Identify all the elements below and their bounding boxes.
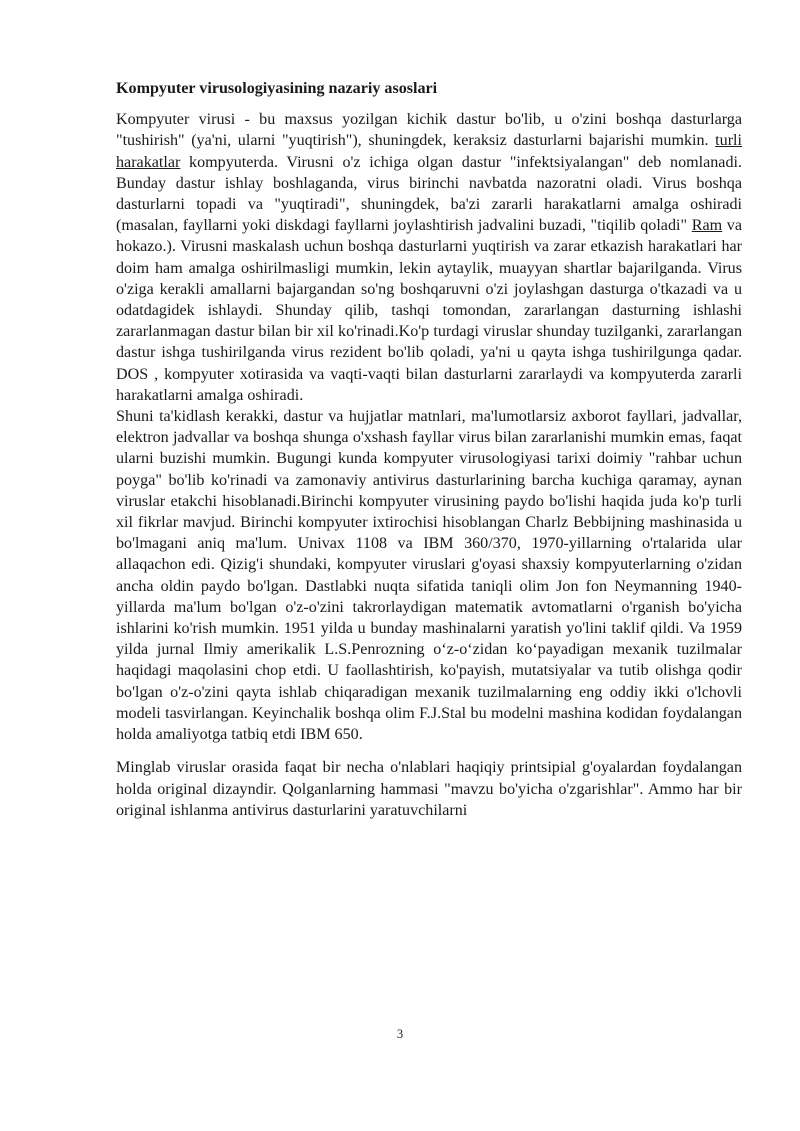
page-number: 3 <box>396 1027 404 1041</box>
section-heading: Kompyuter virusologiyasining nazariy asoslari <box>116 80 438 97</box>
paragraph-3: Minglab viruslar orasida faqat bir necha o'nlablari haqiqiy printsipial g'oyalardan foydalangan holda original dizayndir. Qolganlarning hammasi "mavzu bo'yicha o'zgarishlar". Ammo har bir original ishlanma antivirus dasturlarini yaratuvchilarni <box>116 759 742 819</box>
link-turli-harakatlar[interactable]: turli harakatlar <box>116 132 742 171</box>
paragraph-1 <box>116 109 742 406</box>
paragraph-2: Shuni ta'kidlash kerakki, dastur va hujjatlar matnlari, ma'lumotlarsiz axborot fayllari, jadvallar, elektron jadvallar va boshqa shunga o'xshash fayllar virus bilan zararlanishi mumkin emas, faqat ularni buzishi mumkin. Bugungi kunda kompyuter virusologiyasi tarixi doimiy "rahbar uchun poyga" bo'lib ko'rinadi va zamonaviy antivirus dasturlarining barcha kuchiga qaramay, aynan viruslar etakchi hisoblanadi.Birinchi kompyuter virusining paydo bo'lishi haqida juda ko'p turli xil fikrlar mavjud. Birinchi kompyuter ixtirochisi hisoblangan Charlz Bebbijning mashinasida u bo'lmagani aniq ma'lum. Univax 1108 va IBM 360/370, 1970-yillarning o'rtalarida ular allaqachon edi. Qizig'i shundaki, kompyuter viruslari g'oyasi shaxsiy kompyuterlarning o'zidan ancha oldin paydo bo'lgan. Dastlabki nuqta sifatida taniqli olim Jon fon Neymanning 1940-yillarda ma'lum bo'lgan o'z-o'zini takrorlaydigan matematik avtomatlarni o'rganish bo'yicha ishlarini ko'rish mumkin. 1951 yilda u bunday mashinalarni yaratish yo'lini taklif qildi. Va 1959 yilda jurnal Ilmiy amerikalik L.S.Penrozning o‘z-o‘zidan ko‘payadigan mexanik tuzilmalar haqidagi maqolasini chop etdi. U faollashtirish, ko'payish, mutatsiyalar va tutib olishga qodir bo'lgan o'z-o'zini qayta ishlab chiqaradigan mexanik tuzilmalarning eng oddiy ikki o'lchovli modeli tasvirlangan. Keyinchalik boshqa olim F.J.Stal bu modelni mashina kodidan foydalangan holda amaliyotga tatbiq etdi IBM 650. <box>116 408 742 744</box>
paragraph-1-text-2: kompyuterda. Virusni o'z ichiga olgan dastur "infektsiyalangan" deb nomlanadi. Bunday dastur ishlay boshlaganda, virus birinchi navbatda nazoratni oladi. Virus boshqa dasturlarni topadi va "yuqtiradi", shuningdek, ba'zi zararli harakatlarni amalga oshiradi (masalan, fayllarni yoki diskdagi fayllarni joylashtirish jadvalini buzadi, "tiqilib qoladi" <box>116 153 742 235</box>
page-content <box>116 78 742 821</box>
paragraph-1-text-1: Kompyuter virusi - bu maxsus yozilgan kichik dastur bo'lib, u o'zini boshqa dasturlarga "tushirish" (ya'ni, ularni "yuqtirish"), shuningdek, keraksiz dasturlarni bajarishi mumkin. <box>116 111 742 150</box>
paragraph-1-text-3: va hokazo.). Virusni maskalash uchun boshqa dasturlarni yuqtirish va zarar etkazish harakatlari har doim ham amalga oshirilmasligi mumkin, lekin aytaylik, muayyan shartlar bajarilganda. Virus o'ziga kerakli amallarni bajargandan so'ng boshqaruvni o'zi joylashgan dasturga o'tkazadi va u odatdagidek ishlaydi. Shunday qilib, tashqi tomondan, zararlangan dasturning ishlashi zararlanmagan dastur bilan bir xil ko'rinadi.Ko'p turdagi viruslar shunday tuzilganki, zararlangan dastur ishga tushirilganda virus rezident bo'lib qoladi, ya'ni u qayta ishga tushirilgunga qadar. DOS , kompyuter xotirasida va vaqti-vaqti bilan dasturlarni zararlaydi va kompyuterda zararli harakatlarni amalga oshiradi. <box>116 217 742 404</box>
link-ram[interactable]: Ram <box>691 217 723 235</box>
